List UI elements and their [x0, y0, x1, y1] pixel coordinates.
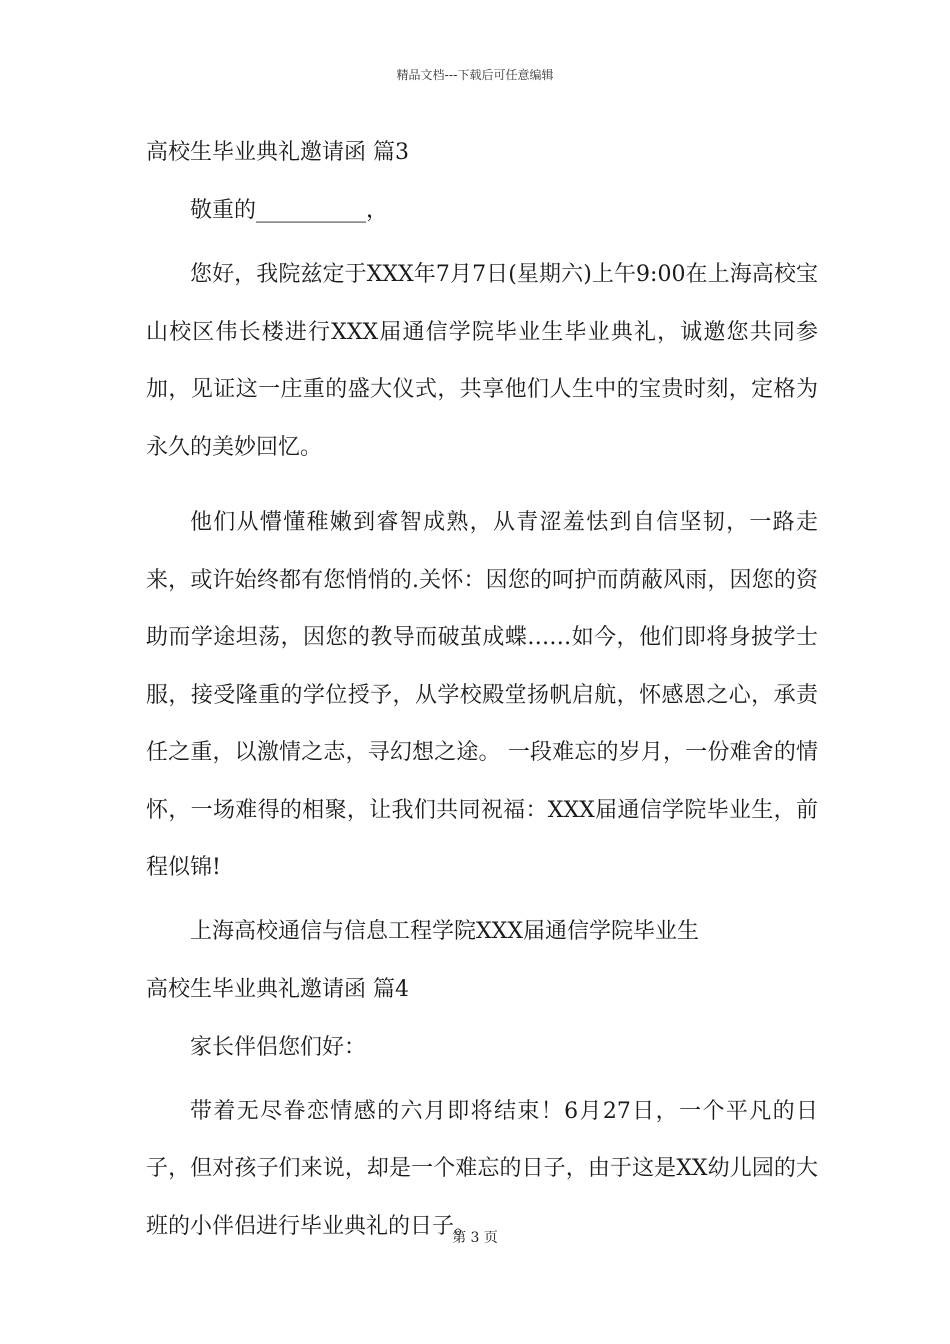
- section-3-signature: 上海高校通信与信息工程学院XXX届通信学院毕业生: [190, 918, 699, 944]
- section-3-paragraph-1: 您好，我院兹定于XXX年7月7日(星期六)上午9:00在上海高校宝山校区伟长楼进行XXX届通信学院毕业生毕业典礼，诚邀您共同参加，见证这一庄重的盛大仪式，共享他们人生中的宝贵时刻，定格为永久的美妙回忆。: [146, 262, 818, 460]
- page-header: 精品文档---下载后可任意编辑: [396, 68, 554, 82]
- page-number: 第 3 页: [452, 1230, 498, 1246]
- section-3-title: 高校生毕业典礼邀请函 篇3: [146, 140, 409, 165]
- section-4-title: 高校生毕业典礼邀请函 篇4: [146, 976, 409, 1002]
- section-4-paragraph-1: 带着无尽眷恋情感的六月即将结束！6月27日，一个平凡的日子，但对孩子们来说，却是一个难忘的日子，由于这是XX幼儿园的大班的小伴侣进行毕业典礼的日子。: [146, 1098, 818, 1239]
- section-4-salutation: 家长伴侣您们好：: [190, 1034, 367, 1060]
- document-body: [146, 130, 818, 1255]
- section-3-salutation: 敬重的__________，: [190, 198, 389, 223]
- section-3-paragraph-2: 他们从懵懂稚嫩到睿智成熟，从青涩羞怯到自信坚韧，一路走来，或许始终都有您悄悄的.关怀：因您的呵护而荫蔽风雨，因您的资助而学途坦荡，因您的教导而破茧成蝶……如今，他们即将身披学士服，接受隆重的学位授予，从学校殿堂扬帆启航，怀感恩之心，承责任之重，以激情之志，寻幻想之途。 一段难忘的岁月，一份难舍的情怀，一场难得的相聚，让我们共同祝福：XXX届通信学院毕业生，前程似锦!: [146, 510, 818, 880]
